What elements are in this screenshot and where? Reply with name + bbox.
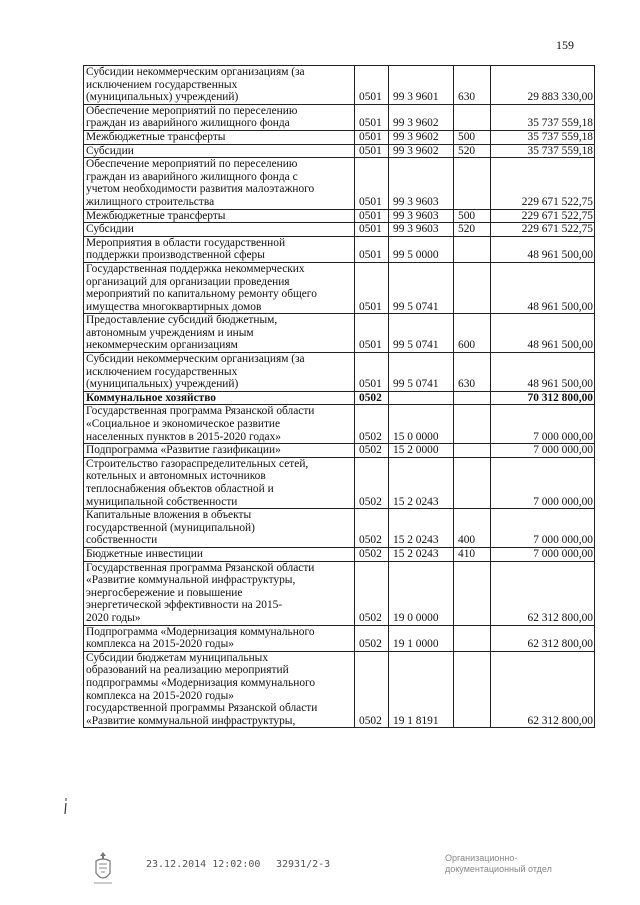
section-code-cell: 0501 <box>355 158 389 209</box>
footer-document-id: 32931/2-3 <box>276 859 331 870</box>
table-row <box>84 144 595 158</box>
amount-cell: 48 961 500,00 <box>491 314 595 353</box>
target-article-cell: 99 5 0000 <box>389 236 454 262</box>
expense-type-cell <box>454 391 491 405</box>
section-code-cell: 0501 <box>355 66 389 105</box>
row-name-cell: Государственная поддержка некоммерческих организаций для организации проведения мероприятий по капитальному ремонту общего имущества многоквартирных домов <box>84 262 355 313</box>
amount-cell: 7 000 000,00 <box>491 509 595 548</box>
section-code-cell: 0501 <box>355 223 389 237</box>
row-name-cell: Строительство газораспределительных сетей, котельных и автономных источников теплоснабжения объектов областной и муниципальной собственности <box>84 457 355 508</box>
target-article-cell: 19 1 8191 <box>389 651 454 728</box>
expense-type-cell <box>454 236 491 262</box>
row-name-cell: Субсидии <box>84 223 355 237</box>
table-row <box>84 457 595 508</box>
table-row <box>84 236 595 262</box>
row-name-cell: Предоставление субсидий бюджетным, автономным учреждениям и иным некоммерческим организациям <box>84 314 355 353</box>
table-row <box>84 561 595 625</box>
section-code-cell: 0502 <box>355 651 389 728</box>
target-article-cell: 99 3 9603 <box>389 223 454 237</box>
row-name-cell: Межбюджетные трансферты <box>84 209 355 223</box>
section-code-cell: 0501 <box>355 314 389 353</box>
section-code-cell: 0502 <box>355 561 389 625</box>
target-article-cell: 15 2 0000 <box>389 444 454 458</box>
expense-type-cell: 520 <box>454 223 491 237</box>
section-code-cell: 0502 <box>355 547 389 561</box>
target-article-cell: 99 3 9602 <box>389 130 454 144</box>
table-row <box>84 651 595 728</box>
expense-type-cell <box>454 457 491 508</box>
target-article-cell <box>389 391 454 405</box>
section-code-cell: 0502 <box>355 509 389 548</box>
amount-cell: 229 671 522,75 <box>491 223 595 237</box>
section-code-cell: 0501 <box>355 104 389 130</box>
table-row <box>84 209 595 223</box>
section-code-cell: 0502 <box>355 625 389 651</box>
section-code-cell: 0501 <box>355 209 389 223</box>
row-name-cell: Подпрограмма «Развитие газификации» <box>84 444 355 458</box>
amount-cell: 62 312 800,00 <box>491 625 595 651</box>
expense-type-cell: 630 <box>454 66 491 105</box>
row-name-cell: Капитальные вложения в объекты государственной (муниципальной) собственности <box>84 509 355 548</box>
footer-datetime: 23.12.2014 12:02:00 <box>146 859 261 870</box>
section-code-cell: 0502 <box>355 457 389 508</box>
table-row <box>84 262 595 313</box>
table-row <box>84 625 595 651</box>
table-row <box>84 66 595 105</box>
target-article-cell: 15 0 0000 <box>389 405 454 444</box>
expense-type-cell <box>454 262 491 313</box>
target-article-cell: 99 3 9603 <box>389 158 454 209</box>
expense-type-cell: 500 <box>454 209 491 223</box>
section-code-cell: 0501 <box>355 130 389 144</box>
table-row <box>84 130 595 144</box>
row-name-cell: Субсидии <box>84 144 355 158</box>
amount-cell: 29 883 330,00 <box>491 66 595 105</box>
page-number: 159 <box>556 38 574 52</box>
amount-cell: 229 671 522,75 <box>491 158 595 209</box>
amount-cell: 35 737 559,18 <box>491 130 595 144</box>
table-row <box>84 444 595 458</box>
target-article-cell: 99 5 0741 <box>389 314 454 353</box>
target-article-cell: 99 5 0741 <box>389 353 454 392</box>
amount-cell: 229 671 522,75 <box>491 209 595 223</box>
expense-type-cell <box>454 444 491 458</box>
expense-type-cell: 500 <box>454 130 491 144</box>
expense-type-cell: 600 <box>454 314 491 353</box>
budget-table-body <box>84 66 595 728</box>
target-article-cell: 15 2 0243 <box>389 547 454 561</box>
section-code-cell: 0501 <box>355 144 389 158</box>
margin-ink-mark <box>63 797 69 815</box>
row-name-cell: Обеспечение мероприятий по переселению граждан из аварийного жилищного фонда <box>84 104 355 130</box>
expense-type-cell <box>454 405 491 444</box>
row-name-cell: Субсидии бюджетам муниципальных образований на реализацию мероприятий подпрограммы «Модернизация коммунального комплекса на 2015-2020 годы» государственной программы Рязанской области «Развитие коммунальной инфраструктуры, <box>84 651 355 728</box>
target-article-cell: 99 3 9601 <box>389 66 454 105</box>
table-row <box>84 353 595 392</box>
target-article-cell: 99 5 0741 <box>389 262 454 313</box>
expense-type-cell: 410 <box>454 547 491 561</box>
expense-type-cell <box>454 158 491 209</box>
amount-cell: 48 961 500,00 <box>491 353 595 392</box>
target-article-cell: 99 3 9602 <box>389 144 454 158</box>
expense-type-cell: 630 <box>454 353 491 392</box>
row-name-cell: Бюджетные инвестиции <box>84 547 355 561</box>
target-article-cell: 19 1 0000 <box>389 625 454 651</box>
amount-cell: 7 000 000,00 <box>491 547 595 561</box>
row-name-cell: Мероприятия в области государственной поддержки производственной сферы <box>84 236 355 262</box>
coat-of-arms-icon <box>92 849 114 889</box>
budget-table <box>83 65 595 728</box>
amount-cell: 62 312 800,00 <box>491 651 595 728</box>
target-article-cell: 15 2 0243 <box>389 457 454 508</box>
target-article-cell: 99 3 9602 <box>389 104 454 130</box>
amount-cell: 35 737 559,18 <box>491 104 595 130</box>
amount-cell: 7 000 000,00 <box>491 405 595 444</box>
target-article-cell: 19 0 0000 <box>389 561 454 625</box>
table-row <box>84 314 595 353</box>
amount-cell: 70 312 800,00 <box>491 391 595 405</box>
expense-type-cell <box>454 651 491 728</box>
row-name-cell: Государственная программа Рязанской области «Развитие коммунальной инфраструктуры, энергосбережение и повышение энергетической эффективности на 2015- 2020 годы» <box>84 561 355 625</box>
target-article-cell: 15 2 0243 <box>389 509 454 548</box>
amount-cell: 62 312 800,00 <box>491 561 595 625</box>
amount-cell: 48 961 500,00 <box>491 262 595 313</box>
table-row <box>84 405 595 444</box>
amount-cell: 48 961 500,00 <box>491 236 595 262</box>
row-name-cell: Государственная программа Рязанской области «Социальное и экономическое развитие населенных пунктов в 2015-2020 годах» <box>84 405 355 444</box>
expense-type-cell <box>454 561 491 625</box>
section-code-cell: 0501 <box>355 262 389 313</box>
section-code-cell: 0502 <box>355 405 389 444</box>
expense-type-cell: 520 <box>454 144 491 158</box>
expense-type-cell <box>454 625 491 651</box>
row-name-cell: Коммунальное хозяйство <box>84 391 355 405</box>
table-row <box>84 391 595 405</box>
row-name-cell: Субсидии некоммерческим организациям (за исключением государственных (муниципальных) учреждений) <box>84 66 355 105</box>
amount-cell: 7 000 000,00 <box>491 444 595 458</box>
section-code-cell: 0502 <box>355 444 389 458</box>
table-row <box>84 158 595 209</box>
table-row <box>84 509 595 548</box>
table-row <box>84 547 595 561</box>
row-name-cell: Обеспечение мероприятий по переселению граждан из аварийного жилищного фонда с учетом необходимости развития малоэтажного жилищного строительства <box>84 158 355 209</box>
expense-type-cell <box>454 104 491 130</box>
document-footer <box>0 853 640 897</box>
row-name-cell: Субсидии некоммерческим организациям (за исключением государственных (муниципальных) учреждений) <box>84 353 355 392</box>
amount-cell: 7 000 000,00 <box>491 457 595 508</box>
section-code-cell: 0501 <box>355 236 389 262</box>
section-code-cell: 0501 <box>355 353 389 392</box>
department-stamp: Организационно- документационный отдел <box>445 853 552 874</box>
section-code-cell: 0502 <box>355 391 389 405</box>
amount-cell: 35 737 559,18 <box>491 144 595 158</box>
table-row <box>84 104 595 130</box>
table-row <box>84 223 595 237</box>
expense-type-cell: 400 <box>454 509 491 548</box>
row-name-cell: Межбюджетные трансферты <box>84 130 355 144</box>
target-article-cell: 99 3 9603 <box>389 209 454 223</box>
row-name-cell: Подпрограмма «Модернизация коммунального комплекса на 2015-2020 годы» <box>84 625 355 651</box>
